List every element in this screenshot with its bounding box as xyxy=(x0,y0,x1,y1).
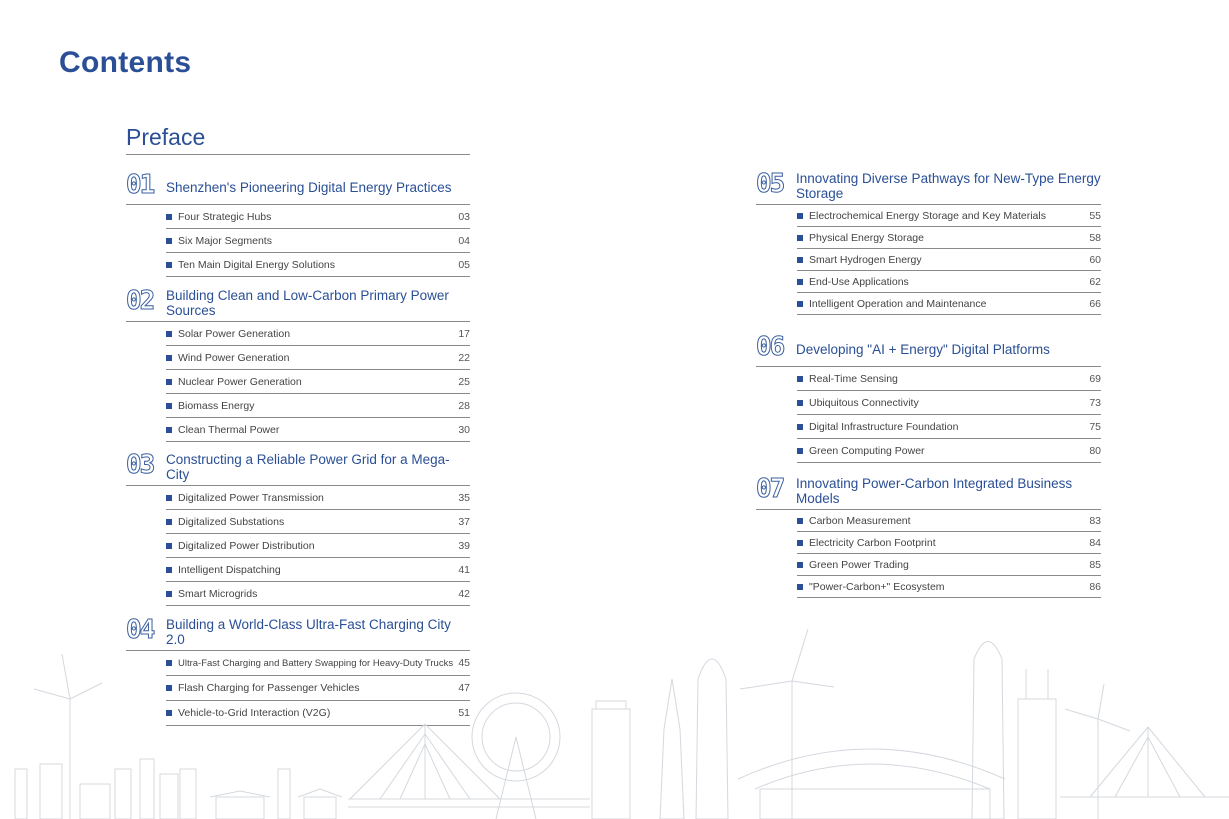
toc-entry[interactable] xyxy=(166,346,470,370)
section-title: Developing "AI + Energy" Digital Platforms xyxy=(796,341,1050,357)
toc-entry-label: Intelligent Dispatching xyxy=(178,563,281,576)
square-bullet-icon xyxy=(797,279,803,285)
arched-pavilion-icon xyxy=(738,749,1005,819)
toc-entry-label: Ten Main Digital Energy Solutions xyxy=(178,258,335,271)
tower-buildings-center-icon xyxy=(592,659,728,819)
square-bullet-icon xyxy=(166,379,172,385)
toc-entry-label: Ultra-Fast Charging and Battery Swapping for Heavy-Duty Trucks xyxy=(178,657,454,669)
toc-entry-label: Biomass Energy xyxy=(178,399,255,412)
toc-entry-page: 25 xyxy=(458,375,470,388)
square-bullet-icon xyxy=(166,543,172,549)
toc-entry-page: 75 xyxy=(1089,420,1101,433)
preface-heading[interactable]: Preface xyxy=(126,124,470,155)
square-bullet-icon xyxy=(797,562,803,568)
toc-entry-label: Clean Thermal Power xyxy=(178,423,280,436)
section-02 xyxy=(126,284,470,442)
square-bullet-icon xyxy=(797,400,803,406)
square-bullet-icon xyxy=(166,591,172,597)
ferris-wheel-icon xyxy=(472,693,560,819)
toc-entry-label: Smart Microgrids xyxy=(178,587,258,600)
square-bullet-icon xyxy=(166,495,172,501)
toc-entry[interactable] xyxy=(797,227,1101,249)
square-bullet-icon xyxy=(797,448,803,454)
section-title: Building a World-Class Ultra-Fast Charging City 2.0 xyxy=(166,616,451,647)
toc-entry-page: 45 xyxy=(458,657,470,669)
square-bullet-icon xyxy=(166,519,172,525)
toc-entry-page: 58 xyxy=(1089,231,1101,244)
toc-entry[interactable] xyxy=(166,229,470,253)
toc-entry[interactable] xyxy=(166,418,470,442)
wind-turbine-right-icon xyxy=(1065,684,1130,819)
toc-entry[interactable] xyxy=(166,370,470,394)
section-title: Shenzhen's Pioneering Digital Energy Practices xyxy=(166,179,452,195)
square-bullet-icon xyxy=(797,518,803,524)
toc-entry-page: 60 xyxy=(1089,253,1101,266)
toc-entry[interactable] xyxy=(797,367,1101,391)
section-number: 01 xyxy=(126,170,154,200)
toc-entry-label: Green Computing Power xyxy=(809,444,925,457)
toc-entry-label: Smart Hydrogen Energy xyxy=(809,253,922,266)
toc-entry[interactable] xyxy=(166,322,470,346)
toc-entry[interactable] xyxy=(797,249,1101,271)
toc-entry-label: Electricity Carbon Footprint xyxy=(809,536,936,549)
toc-entry-label: Green Power Trading xyxy=(809,558,909,571)
section-07-header[interactable] xyxy=(756,472,1101,510)
toc-entry-label: Digitalized Power Distribution xyxy=(178,539,315,552)
toc-entry-page: 86 xyxy=(1089,580,1101,593)
toc-entry-page: 83 xyxy=(1089,514,1101,527)
toc-entry-label: Digital Infrastructure Foundation xyxy=(809,420,959,433)
toc-entry[interactable] xyxy=(797,391,1101,415)
square-bullet-icon xyxy=(166,355,172,361)
toc-entry[interactable] xyxy=(166,486,470,510)
toc-entry-label: Physical Energy Storage xyxy=(809,231,924,244)
toc-entry-page: 39 xyxy=(458,539,470,552)
toc-entry-label: Real-Time Sensing xyxy=(809,372,898,385)
cable-bridge-right-icon xyxy=(1060,727,1229,797)
section-02-header[interactable] xyxy=(126,284,470,322)
toc-entry-page: 51 xyxy=(458,707,470,719)
toc-entry[interactable] xyxy=(797,271,1101,293)
page-title: Contents xyxy=(59,46,192,79)
section-03 xyxy=(126,448,470,606)
toc-entry[interactable] xyxy=(166,582,470,606)
toc-entry-label: "Power-Carbon+" Ecosystem xyxy=(809,580,945,593)
section-03-header[interactable] xyxy=(126,448,470,486)
section-06 xyxy=(756,332,1101,463)
toc-entry-label: Four Strategic Hubs xyxy=(178,210,272,223)
square-bullet-icon xyxy=(166,214,172,220)
toc-entry[interactable] xyxy=(797,532,1101,554)
toc-entry-page: 47 xyxy=(458,682,470,694)
toc-entry[interactable] xyxy=(166,205,470,229)
toc-entry-label: End-Use Applications xyxy=(809,275,909,288)
toc-entry-page: 22 xyxy=(458,351,470,364)
toc-entry-page: 66 xyxy=(1089,297,1101,310)
city-skyline-illustration xyxy=(0,614,1229,819)
cable-bridge-left-icon xyxy=(348,724,590,807)
toc-entry-label: Carbon Measurement xyxy=(809,514,911,527)
toc-entry-label: Solar Power Generation xyxy=(178,327,291,340)
wind-turbine-icon xyxy=(34,654,102,819)
toc-entry[interactable] xyxy=(797,415,1101,439)
section-number: 06 xyxy=(756,332,784,362)
section-title: Constructing a Reliable Power Grid for a Mega-City xyxy=(166,451,450,482)
toc-entry-page: 69 xyxy=(1089,372,1101,385)
toc-entry[interactable] xyxy=(797,554,1101,576)
toc-entry[interactable] xyxy=(166,394,470,418)
toc-entry[interactable] xyxy=(797,293,1101,315)
section-number: 02 xyxy=(126,285,154,316)
toc-entry-label: Flash Charging for Passenger Vehicles xyxy=(178,682,360,694)
toc-entry[interactable] xyxy=(797,205,1101,227)
square-bullet-icon xyxy=(166,238,172,244)
toc-entry-page: 73 xyxy=(1089,396,1101,409)
section-07 xyxy=(756,472,1101,598)
section-title: Innovating Power-Carbon Integrated Business Models xyxy=(796,475,1073,506)
toc-entry[interactable] xyxy=(166,558,470,582)
toc-entry-page: 80 xyxy=(1089,444,1101,457)
toc-entry-label: Vehicle-to-Grid Interaction (V2G) xyxy=(178,707,331,719)
square-bullet-icon xyxy=(797,301,803,307)
toc-entry-label: Intelligent Operation and Maintenance xyxy=(809,297,987,310)
square-bullet-icon xyxy=(797,213,803,219)
toc-entry-page: 35 xyxy=(458,491,470,504)
toc-entry-page: 62 xyxy=(1089,275,1101,288)
toc-entry[interactable] xyxy=(166,534,470,558)
toc-entry-page: 41 xyxy=(458,563,470,576)
toc-entry[interactable] xyxy=(797,576,1101,598)
toc-entry[interactable] xyxy=(166,253,470,277)
toc-entry-page: 84 xyxy=(1089,536,1101,549)
toc-entry-page: 85 xyxy=(1089,558,1101,571)
toc-entry-label: Six Major Segments xyxy=(178,234,272,247)
toc-entry-page: 28 xyxy=(458,399,470,412)
toc-entry[interactable] xyxy=(797,510,1101,532)
section-05-header[interactable] xyxy=(756,167,1101,205)
square-bullet-icon xyxy=(797,540,803,546)
section-title: Innovating Diverse Pathways for New-Type Energy Storage xyxy=(796,170,1101,201)
square-bullet-icon xyxy=(166,262,172,268)
toc-entry-page: 37 xyxy=(458,515,470,528)
toc-entry-page: 55 xyxy=(1089,209,1101,222)
section-number: 07 xyxy=(756,473,784,504)
toc-entry-page: 03 xyxy=(458,210,470,223)
square-bullet-icon xyxy=(797,424,803,430)
square-bullet-icon xyxy=(797,257,803,263)
square-bullet-icon xyxy=(166,403,172,409)
section-title: Building Clean and Low-Carbon Primary Power Sources xyxy=(166,287,449,318)
square-bullet-icon xyxy=(166,427,172,433)
toc-entry-label: Nuclear Power Generation xyxy=(178,375,302,388)
section-number: 05 xyxy=(756,168,784,199)
toc-entry-label: Digitalized Power Transmission xyxy=(178,491,324,504)
temple-gate-icon xyxy=(210,789,342,819)
toc-entry-page: 30 xyxy=(458,423,470,436)
square-bullet-icon xyxy=(797,376,803,382)
wind-turbine-center-icon xyxy=(740,629,834,819)
toc-entry-label: Digitalized Substations xyxy=(178,515,285,528)
toc-entry[interactable] xyxy=(166,510,470,534)
section-05 xyxy=(756,167,1101,315)
square-bullet-icon xyxy=(166,567,172,573)
square-bullet-icon xyxy=(797,235,803,241)
toc-entry-label: Wind Power Generation xyxy=(178,351,290,364)
skyscrapers-right-icon xyxy=(972,642,1056,819)
toc-entry-page: 04 xyxy=(458,234,470,247)
toc-entry-label: Electrochemical Energy Storage and Key Materials xyxy=(809,209,1046,222)
toc-entry-page: 17 xyxy=(458,327,470,340)
low-buildings-left-icon xyxy=(15,759,290,819)
toc-entry-page: 05 xyxy=(458,258,470,271)
section-number: 04 xyxy=(126,614,154,645)
section-01-header[interactable] xyxy=(126,170,470,205)
square-bullet-icon xyxy=(797,584,803,590)
section-01 xyxy=(126,170,470,277)
square-bullet-icon xyxy=(166,331,172,337)
section-number: 03 xyxy=(126,449,154,480)
section-06-header[interactable] xyxy=(756,332,1101,367)
toc-entry[interactable] xyxy=(797,439,1101,463)
toc-entry-page: 42 xyxy=(458,587,470,600)
toc-entry-label: Ubiquitous Connectivity xyxy=(809,396,919,409)
